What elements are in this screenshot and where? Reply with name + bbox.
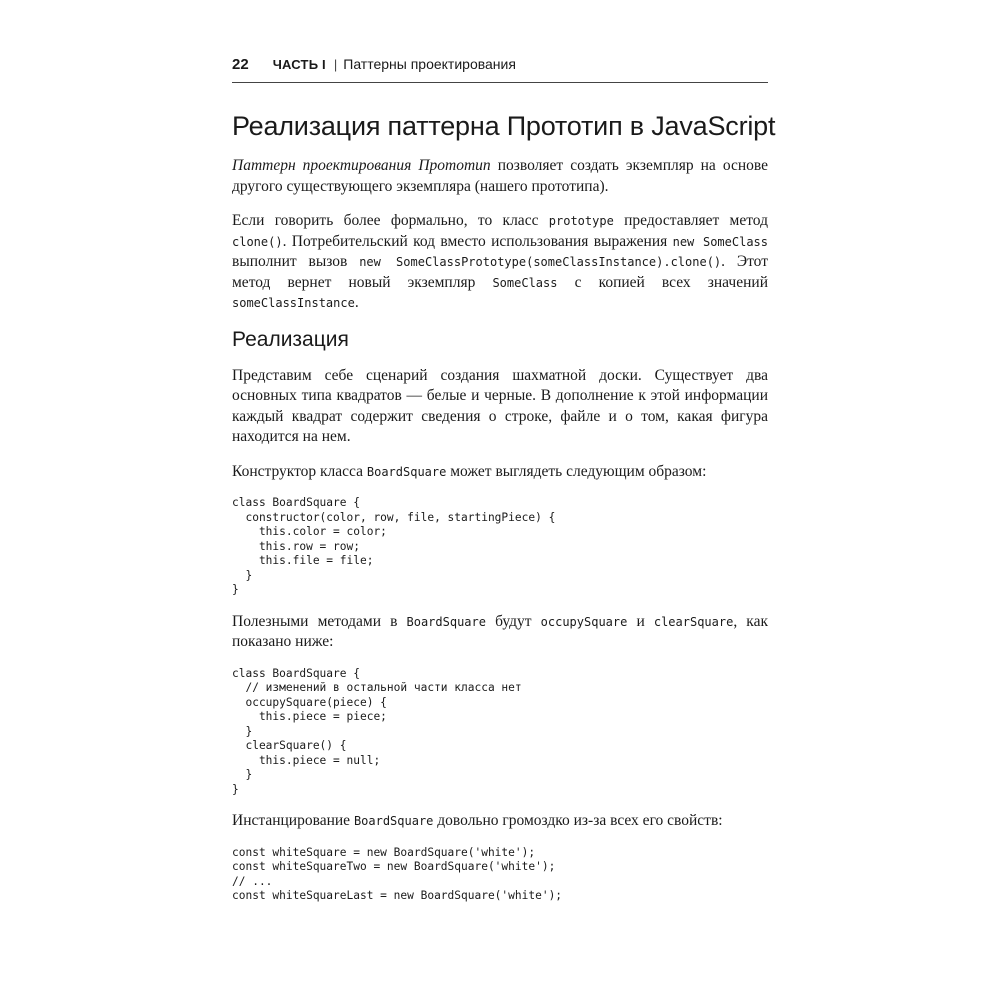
- paragraph-methods: [232, 612, 768, 653]
- paragraph-formal: [232, 211, 768, 314]
- running-header: [232, 56, 768, 83]
- paragraph-text: Конструктор класса: [232, 462, 367, 480]
- inline-code: clearSquare: [653, 614, 734, 629]
- code-block-constructor: class BoardSquare { constructor(color, row, file, startingPiece) { this.color = color; this.row = row; this.file = file; } }: [232, 496, 556, 596]
- part-title: Паттерны проектирования: [343, 56, 516, 72]
- part-label: ЧАСТЬ I: [272, 57, 326, 72]
- paragraph-text: и: [627, 612, 654, 630]
- code-block-instances: const whiteSquare = new BoardSquare('white'); const whiteSquareTwo = new BoardSquare('white'); // ... const whiteSquareLast = new BoardSquare('white');: [232, 845, 563, 902]
- paragraph-text: .: [354, 294, 359, 311]
- paragraph-text: довольно громоздко из-за всех его свойств:: [433, 812, 723, 829]
- inline-code: BoardSquare: [353, 814, 434, 828]
- inline-code: clone(): [232, 234, 283, 249]
- inline-code: SomeClass: [492, 275, 558, 290]
- paragraph-text: , как показано ниже:: [232, 612, 768, 650]
- paragraph-text: Полезными методами в: [232, 612, 407, 630]
- inline-code: BoardSquare: [406, 614, 486, 629]
- paragraph-text: предоставляет метод: [613, 212, 768, 229]
- paragraph-text: . Потребительский код вместо использования выражения: [282, 232, 673, 250]
- inline-code: occupySquare: [540, 614, 628, 629]
- paragraph-constructor: [232, 462, 768, 483]
- inline-code: prototype: [548, 214, 614, 228]
- code-block-methods: class BoardSquare { // изменений в остальной части класса нет occupySquare(piece) { this.piece = piece; } clearSquare() { this.piece = null; } }: [232, 666, 522, 796]
- paragraph-text: с копией всех значений: [557, 273, 768, 291]
- inline-code: new SomeClassPrototype(someClassInstance).clone(): [359, 255, 722, 269]
- inline-code: new SomeClass: [672, 234, 768, 249]
- section-title: Реализация паттерна Прототип в JavaScript: [232, 111, 776, 141]
- paragraph-text: Инстанцирование: [232, 812, 354, 829]
- paragraph-text: Если говорить более формально, то класс: [232, 212, 549, 229]
- paragraph-scenario: Представим себе сценарий создания шахматной доски. Существует два основных типа квадратов — белые и черные. В дополнение к этой информации каждый квадрат содержит сведения о строке, файле и о том, какая фигура находится на нем.: [232, 366, 768, 445]
- book-page: [232, 56, 776, 904]
- paragraph-text: . Этот метод вернет новый экземпляр: [232, 253, 768, 291]
- header-separator: |: [333, 57, 338, 72]
- page-number: 22: [232, 56, 249, 73]
- inline-code: someClassInstance: [232, 296, 355, 310]
- paragraph-text: выполнит вызов: [232, 253, 360, 270]
- inline-code: BoardSquare: [366, 464, 447, 479]
- italic-term: Паттерн проектирования Прототип: [232, 157, 491, 174]
- subsection-title: Реализация: [232, 327, 349, 351]
- paragraph-text: позволяет создать экземпляр на основе другого существующего экземпляра (нашего прототипа).: [232, 157, 768, 195]
- paragraph-intro: [232, 156, 768, 197]
- paragraph-text: будут: [485, 612, 541, 630]
- paragraph-text: может выглядеть следующим образом:: [446, 462, 707, 480]
- paragraph-instantiation: [232, 811, 768, 832]
